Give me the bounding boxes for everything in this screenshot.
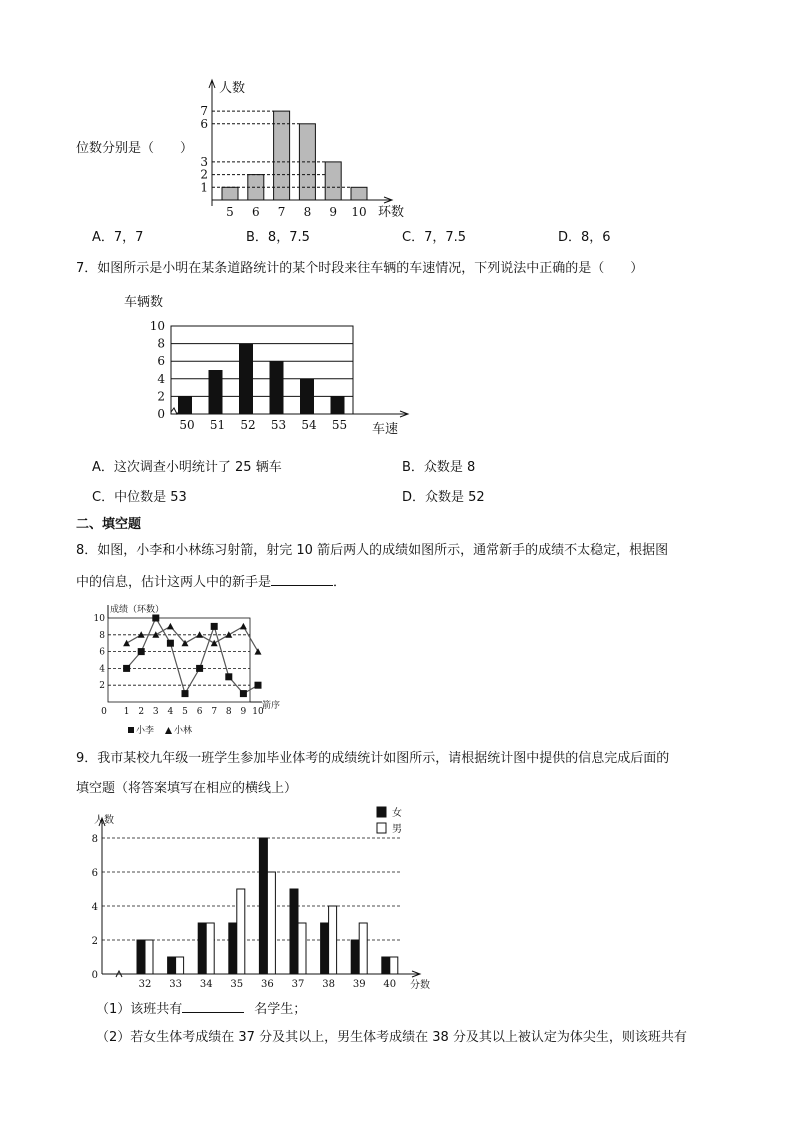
x-axis-title: 车速	[372, 422, 399, 437]
bar-female	[168, 957, 176, 974]
q6-choice-a: A．7，7	[92, 230, 144, 245]
bar-female	[259, 838, 267, 974]
bar-female	[382, 957, 390, 974]
q6-stem-tail: 位数分别是（ ）	[76, 141, 194, 156]
x-tick-label: 8	[225, 707, 232, 717]
x-tick-label: 6	[251, 205, 260, 219]
legend-swatch-female	[377, 807, 386, 817]
q8-stem-line2-end: ．	[333, 575, 347, 590]
x-tick-label: 10	[351, 205, 367, 219]
x-axis-title: 分数	[410, 980, 430, 991]
x-tick-label: 53	[270, 418, 287, 432]
y-tick-label: 8	[91, 834, 98, 845]
x-tick-label: 33	[169, 979, 182, 990]
y-tick-label: 0	[157, 407, 165, 421]
bar-female	[229, 923, 237, 974]
x-tick-label: 7	[277, 205, 286, 219]
q7-choice-b: B．众数是 8	[402, 460, 476, 475]
q7-choice-a: A．这次调查小明统计了 25 辆车	[92, 460, 282, 475]
y-tick-label: 2	[200, 167, 208, 182]
q6-choice-c: C．7，7.5	[402, 230, 467, 245]
q6-choice-b: B．8，7.5	[246, 230, 310, 245]
x-tick-label: 51	[209, 418, 226, 432]
q6-choice-d: D．8，6	[558, 230, 611, 245]
y-tick-label: 6	[200, 116, 208, 131]
legend-label-male: 男	[392, 824, 402, 835]
x-tick-label: 40	[383, 979, 397, 990]
x-tick-label: 9	[329, 205, 338, 219]
section-title: 二、填空题	[76, 517, 142, 532]
x-tick-label: 39	[352, 979, 366, 990]
q7-choice-c: C．中位数是 53	[92, 490, 187, 505]
y-axis-title: 成绩（环数）	[110, 605, 165, 615]
bar-male	[176, 957, 184, 974]
bar-male	[145, 940, 153, 974]
x-tick-label: 5	[226, 205, 234, 219]
x-tick-label: 50	[179, 418, 195, 432]
legend-label-female: 女	[392, 808, 402, 819]
x-tick-label: 35	[230, 979, 244, 990]
bar-male	[206, 923, 214, 974]
x-tick-label: 10	[252, 707, 264, 717]
y-axis-title: 车辆数	[124, 295, 164, 310]
bar-male	[237, 889, 245, 974]
legend-swatch-male	[377, 823, 386, 833]
q7-choice-d: D．众数是 52	[402, 490, 485, 505]
y-tick-label: 10	[93, 614, 105, 624]
x-tick-label: 54	[301, 418, 317, 432]
legend-label-xiaolin: 小林	[174, 726, 193, 736]
y-tick-label: 10	[149, 319, 165, 333]
x-tick-label: 8	[303, 205, 312, 219]
bar-male	[359, 923, 367, 974]
q7-stem: 7．如图所示是小明在某条道路统计的某个时段来往车辆的车速情况，下列说法中正确的是（ ）	[76, 261, 644, 276]
x-tick-label: 52	[240, 418, 256, 432]
y-tick-label: 1	[200, 180, 208, 195]
y-tick-label: 3	[200, 154, 208, 169]
bar-male	[390, 957, 398, 974]
x-tick-label: 6	[196, 707, 203, 717]
y-tick-label: 6	[157, 354, 165, 369]
x-tick-label: 9	[240, 707, 247, 717]
q9-sub1-end: 名学生；	[254, 1002, 307, 1017]
y-tick-label: 4	[157, 371, 165, 386]
y-tick-label: 8	[99, 630, 105, 641]
bar-male	[267, 872, 275, 974]
x-tick-label: 1	[123, 707, 130, 717]
x-axis-title: 环数	[378, 205, 405, 220]
q9-sub1	[96, 1001, 306, 1016]
x-tick-label: 0	[101, 707, 107, 717]
x-tick-label: 37	[291, 979, 305, 990]
x-tick-label: 32	[138, 979, 152, 990]
bar-male	[329, 906, 337, 974]
x-tick-label: 38	[322, 979, 335, 990]
y-tick-label: 2	[157, 389, 165, 404]
y-tick-label: 6	[91, 868, 98, 879]
bar-female	[290, 889, 298, 974]
x-tick-label: 3	[152, 707, 159, 717]
y-tick-label: 7	[200, 104, 208, 119]
x-tick-label: 2	[138, 707, 145, 717]
q9-stem-line1: 9．我市某校九年级一班学生参加毕业体考的成绩统计如图所示，请根据统计图中提供的信息完成后面的	[76, 751, 670, 766]
x-tick-label: 7	[211, 707, 218, 717]
q9-sub1-text: （1）该班共有	[96, 1002, 183, 1017]
x-tick-label: 4	[167, 707, 174, 717]
x-tick-label: 36	[261, 979, 274, 990]
q9-stem-line2: 填空题（将答案填写在相应的横线上）	[76, 781, 298, 796]
y-axis-title: 人数	[94, 815, 114, 826]
bar-female	[321, 923, 329, 974]
y-tick-label: 4	[91, 902, 98, 913]
x-axis-title: 箭序	[262, 701, 281, 711]
legend-label-xiaoli: 小李	[136, 726, 155, 736]
q9-sub2: （2）若女生体考成绩在 37 分及其以上，男生体考成绩在 38 分及其以上被认定为体尖生，则该班共有	[96, 1030, 687, 1045]
x-tick-label: 5	[182, 707, 188, 717]
bar-female	[137, 940, 145, 974]
y-tick-label: 4	[99, 664, 105, 675]
q8-stem-line2-text: 中的信息，估计这两人中的新手是	[76, 575, 272, 590]
y-tick-label: 2	[99, 681, 105, 692]
bar-female	[198, 923, 206, 974]
y-axis-title: 人数	[219, 81, 246, 96]
bar-female	[351, 940, 359, 974]
x-tick-label: 34	[199, 979, 213, 990]
bar-male	[298, 923, 306, 974]
q9-sub1-blank[interactable]	[182, 1001, 244, 1013]
y-tick-label: 6	[99, 647, 105, 658]
q8-stem-line1: 8．如图，小李和小林练习射箭，射完 10 箭后两人的成绩如图所示，通常新手的成绩不太稳定，根据图	[76, 543, 669, 558]
y-tick-label: 2	[91, 936, 98, 947]
y-tick-label: 8	[157, 336, 165, 351]
x-tick-label: 55	[331, 418, 348, 432]
y-tick-label: 0	[91, 970, 98, 981]
